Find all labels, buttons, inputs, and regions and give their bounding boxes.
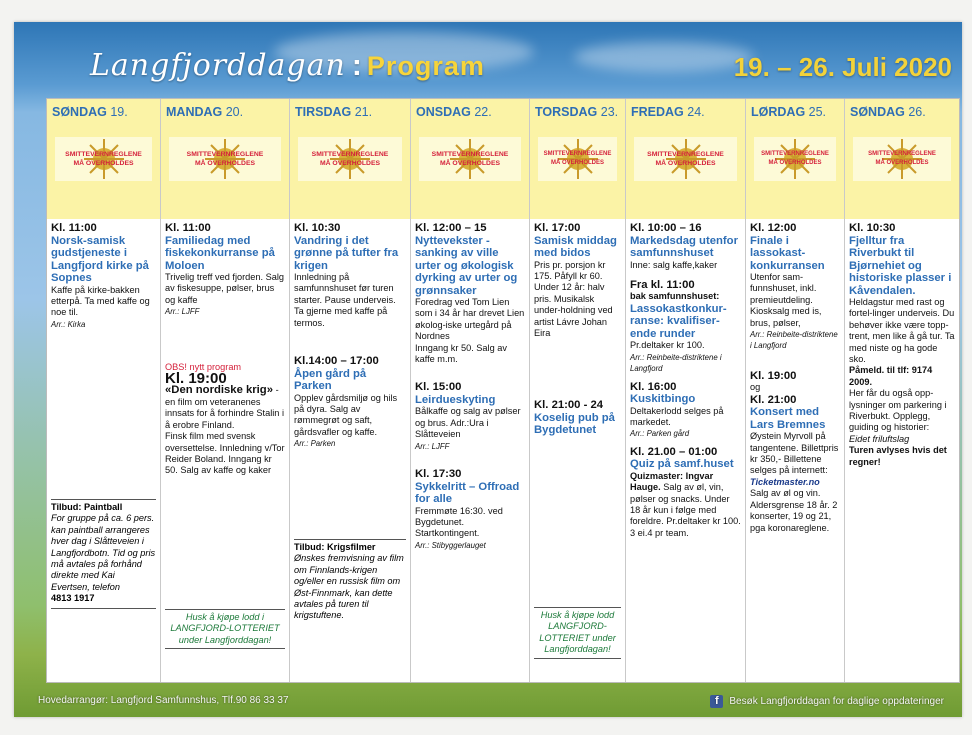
offer-text: For gruppe på ca. 6 pers. kan paintball arrangeres hver dag i Slåtteveien i Langfjordbotn. Tid og pris må avtales på forhånd direkte med Kai Evertsen, telefon	[51, 513, 156, 592]
event-title: Familiedag med fiskekonkurranse på Moloen	[165, 234, 275, 272]
event-organizer: Eidet friluftslag	[849, 433, 910, 444]
stamp-line1: SMITTEVERNREGLENE	[647, 151, 724, 158]
infection-rules-stamp	[634, 137, 737, 181]
offer-paintball	[51, 499, 156, 609]
event-title: Sykkelritt – Offroad for alle	[415, 480, 520, 506]
event-time: Kl. 10:30	[294, 222, 341, 234]
offer-title: Tilbud: Paintball	[51, 502, 123, 512]
day-column-wed22	[411, 99, 530, 682]
day-header	[746, 99, 844, 219]
stamp-line2: MÅ OVERHOLDES	[875, 160, 929, 166]
event-title: Åpen gård på Parken	[294, 367, 367, 393]
day-name: LØRDAG	[751, 105, 806, 119]
event-desc: Innledning på samfunnshuset før turen starter. Pause underveis. Ta gjerne med kaffe på termos.	[294, 272, 396, 328]
facebook-note	[710, 695, 944, 708]
day-header	[161, 99, 289, 219]
event-title: Lassokastkonkur-ranse: kvalifiser-ende runder	[630, 302, 727, 340]
day-header	[411, 99, 529, 219]
day-number: 22.	[474, 105, 492, 119]
infection-rules-stamp	[169, 137, 281, 181]
poster-footer	[14, 687, 962, 717]
day-number: 20.	[225, 105, 244, 119]
event-time: Kl. 10:00 – 16	[630, 222, 702, 234]
day-column-sun26	[845, 99, 959, 682]
stamp-line2: MÅ OVERHOLDES	[768, 160, 822, 166]
facebook-text: Besøk Langfjorddagan for daglige oppdateringer	[729, 696, 944, 707]
event-desc: Opplev gårdsmiljø og hils på dyra. Salg av rømmegrøt og saft, gårdsvafler og kaffe.	[294, 392, 398, 437]
day-header	[845, 99, 959, 219]
lottery-reminder: Husk å kjøpe lodd i LANGFJORD-LOTTERIET under Langfjorddagan!	[165, 609, 285, 649]
event-organizer: Arr.: Parken	[294, 439, 336, 449]
event-organizer: Arr.: Reinbeite-distriktene i Langfjord	[750, 330, 838, 351]
offer-phone: 4813 1917	[51, 593, 95, 604]
event-desc: Kaffe på kirke-bakken etterpå. Ta med kaffe og noe til.	[51, 284, 150, 318]
poster-title	[90, 48, 485, 83]
event-title: Fjelltur fra Riverbukt til Bjørnehiet og historiske plasser i Kåvendalen.	[849, 234, 952, 297]
day-name: TIRSDAG	[295, 105, 352, 119]
event-title: Konsert med Lars Bremnes	[750, 406, 826, 431]
stamp-line1: SMITTEVERNREGLENE	[431, 151, 509, 158]
event-organizer: Arr.: Parken gård	[630, 429, 690, 439]
lottery-reminder: Husk å kjøpe lodd LANGFJORD-LOTTERIET under Langfjorddagan!	[534, 607, 621, 659]
day-column-mon20	[161, 99, 290, 682]
day-column-fri24	[626, 99, 746, 682]
day-header	[290, 99, 410, 219]
event-title: Quiz på samf.huset	[630, 458, 734, 471]
signup-phone: Påmeld. til tlf: 9174 2009.	[849, 365, 933, 387]
event-location: bak samfunnshuset:	[630, 291, 720, 302]
offer-war-films	[294, 539, 406, 622]
infection-rules-stamp	[419, 137, 521, 181]
day-column-sat25	[746, 99, 845, 682]
festival-dates: 19. – 26. Juli 2020	[733, 52, 952, 82]
event-desc: Deltakerlodd selges på markedet.	[630, 405, 724, 427]
event-organizer: Arr.: LJFF	[415, 441, 450, 451]
day-number: 19.	[110, 105, 128, 119]
day-header	[530, 99, 625, 219]
event-time: Kl. 16:00	[630, 380, 677, 393]
event-time: Fra kl. 11:00	[630, 278, 695, 291]
event-desc: Pris pr. porsjon kr 175. Påfyll kr 60. Under 12 år: halv pris. Musikalsk under-holdning ved artist Lávre Johan Eira	[534, 259, 613, 338]
day-number: 25.	[808, 105, 827, 119]
program-label: Program	[366, 51, 485, 81]
day-column-thu23	[530, 99, 626, 682]
event-time: Kl. 15:00	[415, 381, 462, 394]
event-desc: Øystein Myrvoll på tangentene. Billettpris kr 350,- Billettene selges på internett:	[750, 431, 839, 476]
day-number: 24.	[687, 105, 705, 119]
event-details: Salg av øl og vin. Aldersgrense 18 år. 2 konserter, 19 og 21, pga koronareglene.	[750, 488, 838, 533]
stamp-line2: MÅ OVERHOLDES	[73, 160, 134, 167]
stamp-line2: MÅ OVERHOLDES	[194, 160, 256, 167]
festival-name: Langfjorddagan	[90, 48, 346, 83]
event-title: Kuskitbingo	[630, 393, 696, 406]
event-desc: Salg av øl, vin, pølser og snacks. Under 18 år kun i følge med foreldre. Pr.deltaker kr 100. 3 ei.4 pr team.	[630, 482, 741, 538]
infection-rules-stamp	[298, 137, 402, 181]
infection-rules-stamp	[55, 137, 152, 181]
event-time: Kl. 10:30	[849, 222, 896, 234]
film-details: Finsk film med svensk oversettelse. Innledning v/Tor Reider Boland. Inngang kr 50. Salg av kaffe og kaker	[165, 431, 285, 476]
stamp-line2: MÅ OVERHOLDES	[319, 160, 381, 167]
event-time: Kl. 21.00 – 01:00	[630, 445, 718, 458]
offer-text: Ønskes fremvisning av film om Finnlands-krigen og/eller en russisk film om Øst-Finnmark, kan dette avtales på turen til krigstuftene.	[294, 553, 404, 621]
event-time: Kl. 12:00 – 15	[415, 222, 487, 234]
cancellation-note: Turen avlyses hvis det regner!	[849, 445, 947, 467]
quizmaster: Quizmaster: Ingvar Hauge.	[630, 470, 714, 493]
event-title: Norsk-samisk gudstjeneste i Langfjord kirke på Sopnes	[51, 234, 149, 284]
event-desc: Inne: salg kaffe,kaker	[630, 259, 718, 270]
event-desc: Her får du også opp-lysninger om parkering i Riverbukt. Opplegg, guiding og historier:	[849, 388, 947, 433]
event-price: Inngang kr 50. Salg av kaffe m.m.	[415, 342, 507, 365]
event-time: Kl. 12:00	[750, 222, 797, 234]
offer-title: Tilbud: Krigsfilmer	[294, 542, 376, 552]
infection-rules-stamp	[538, 137, 617, 181]
event-organizer: Arr.: Kirka	[51, 319, 86, 329]
program-grid	[46, 98, 960, 683]
film-desc: - en film om veteranenes innsats for å forhindre Stalin i å erobre Finland.	[165, 385, 284, 430]
stamp-line1: SMITTEVERNREGLENE	[186, 151, 264, 158]
day-number: 21.	[354, 105, 373, 119]
event-title: Leirdueskyting	[415, 393, 496, 406]
event-desc: Fremmøte 16:30. ved Bygdetunet. Startkontingent.	[415, 505, 503, 539]
stamp-line2: MÅ OVERHOLDES	[655, 160, 716, 167]
event-title: Vandring i det grønne på tufter fra krigen	[294, 234, 399, 272]
event-title: Markedsdag utenfor samfunnshuset	[630, 234, 738, 259]
event-time: Kl. 19:00	[750, 369, 797, 382]
event-desc: Trivelig treff ved fjorden. Salg av fiskesuppe, pølser, brus og kaffe	[165, 272, 284, 305]
title-separator: :	[351, 49, 363, 82]
infection-rules-stamp	[853, 137, 951, 181]
day-header	[626, 99, 745, 219]
event-time: Kl.14:00 – 17:00	[294, 355, 379, 368]
day-header	[47, 99, 160, 219]
stamp-line1: SMITTEVERNREGLENE	[761, 151, 829, 157]
event-title: Finale i lassokast-konkurransen	[750, 234, 825, 272]
day-name: FREDAG	[631, 105, 684, 119]
infection-rules-stamp	[754, 137, 836, 181]
day-name: TORSDAG	[535, 105, 598, 119]
stamp-line1: SMITTEVERNREGLENE	[868, 151, 936, 157]
program-poster	[14, 22, 962, 717]
main-organizer: Hovedarrangør: Langfjord Samfunnshus, Tlf.90 86 33 37	[38, 695, 289, 706]
day-column-tue21	[290, 99, 411, 682]
day-name: ONSDAG	[416, 105, 471, 119]
event-organizer: Arr.: Stibyggerlauget	[415, 540, 486, 550]
event-time: Kl. 11:00	[165, 222, 211, 234]
stamp-line1: SMITTEVERNREGLENE	[311, 151, 389, 158]
stamp-line2: MÅ OVERHOLDES	[439, 160, 501, 167]
event-price: Pr.deltaker kr 100.	[630, 340, 705, 351]
event-time: Kl. 21:00	[750, 393, 797, 406]
event-organizer: Arr.: LJFF	[165, 307, 200, 317]
event-title: Nyttevekster - sanking av ville urter og økologisk dyrking av urter og grønnsaker	[415, 234, 518, 297]
event-desc: Heldagstur med rast og fortel-linger underveis. Du behøver ikke være topp-trent, men like å gå tur. Ta med niste og ha gode sko.	[849, 297, 955, 365]
program-notice: OBS! nytt program	[165, 361, 242, 372]
event-desc: Foredrag ved Tom Lien som i 34 år har drevet Lien økolog-iske urtegård på Nordnes	[415, 297, 525, 342]
day-name: SØNDAG	[850, 105, 905, 119]
ticket-link[interactable]: Ticketmaster.no	[750, 476, 820, 487]
event-title: Koselig pub på Bygdetunet	[534, 411, 615, 437]
event-time: Kl. 19:00	[165, 370, 227, 388]
day-column-sun19	[47, 99, 161, 682]
day-name: SØNDAG	[52, 105, 107, 119]
conjunction: og	[750, 382, 761, 393]
day-name: MANDAG	[166, 105, 223, 119]
event-desc: Utenfor sam-funnshuset, inkl. premieutdeling. Kiosksalg med is, brus, pølser,	[750, 272, 822, 328]
stamp-line2: MÅ OVERHOLDES	[550, 160, 604, 166]
stamp-line1: SMITTEVERNREGLENE	[543, 151, 612, 157]
stamp-line1: SMITTEVERNREGLENE	[65, 151, 142, 158]
event-organizer: Arr.: Reinbeite-distriktene i Langfjord	[630, 352, 722, 374]
day-number: 26.	[908, 105, 926, 119]
event-desc: Bålkaffe og salg av pølser og brus. Adr.:Ura i Slåtteveien	[415, 406, 521, 440]
event-title: Samisk middag med bidos	[534, 234, 617, 259]
event-time: Kl. 11:00	[51, 222, 97, 234]
film-title: «Den nordiske krig»	[165, 384, 273, 397]
facebook-icon[interactable]: f	[710, 695, 723, 708]
event-time: Kl. 17:30	[415, 468, 462, 481]
event-time: Kl. 17:00	[534, 222, 581, 234]
day-number: 23.	[600, 105, 619, 119]
event-time: Kl. 21:00 - 24	[534, 399, 604, 412]
